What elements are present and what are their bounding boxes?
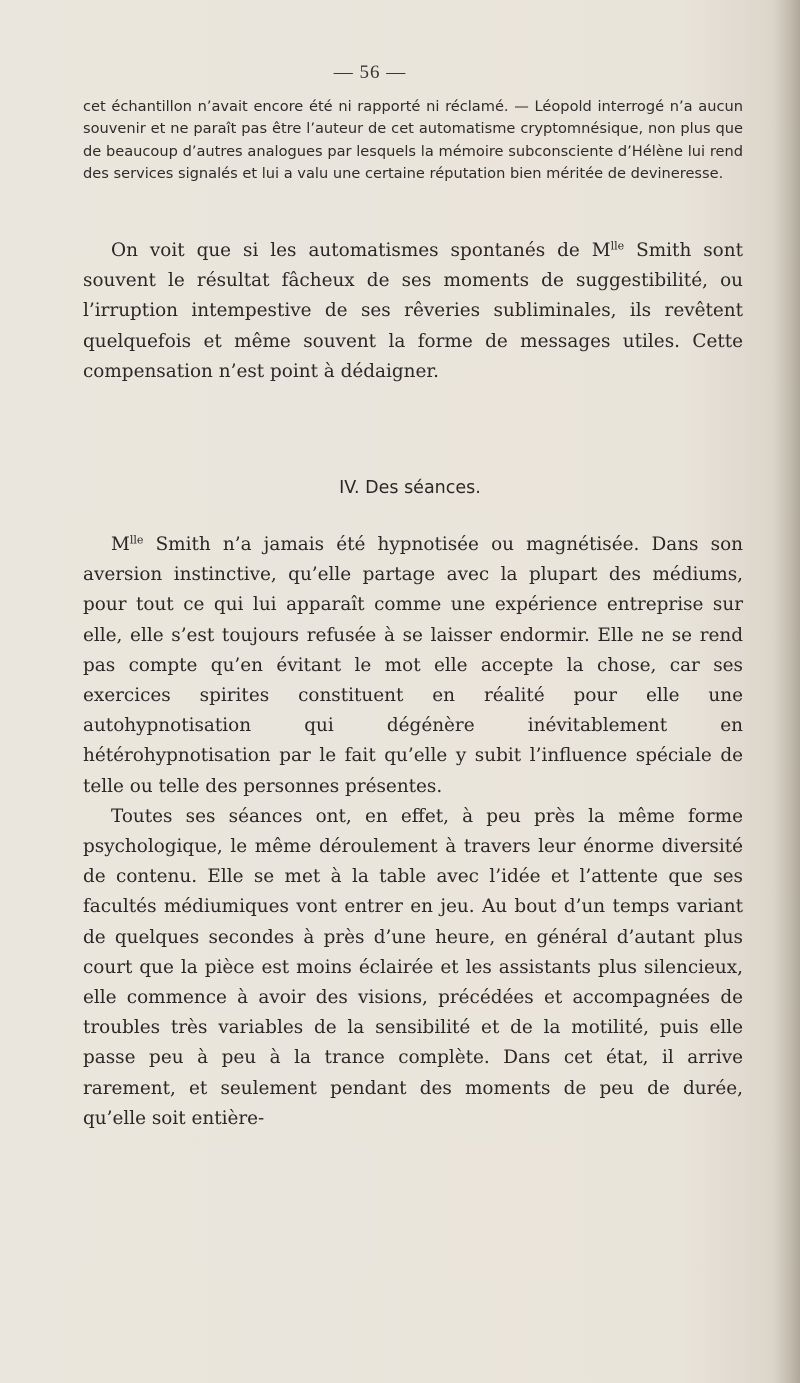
title-abbreviation: lle: [610, 239, 625, 253]
footnote-continuation: cet échantillon n’avait encore été ni rapporté ni réclamé. — Léopold interrogé n’a aucun souvenir et ne paraît pas être l’auteur de cet automatisme cryptomnésique, non plus que de beaucoup d’autres analogues par lesquels la mémoire subconsciente d’Hélène lui rend des services signalés et lui a valu une certaine réputation bien méritée de devineresse.: [83, 98, 743, 183]
page-number: — 56 —: [333, 62, 407, 83]
page-edge-shadow: [774, 0, 800, 1383]
paragraph-hypnosis: [83, 530, 743, 802]
paragraph-hypnosis-rest: Smith n’a jamais été hypnotisée ou magnétisée. Dans son aversion instinctive, qu’elle partage avec la plupart des médiums, pour tout ce qui lui apparaît comme une expérience entreprise sur elle, elle s’est toujours refusée à se laisser endormir. Elle ne se rend pas compte qu’en évitant le mot elle accepte la chose, car ses exercices spirites constituent en réalité pour elle une autohypnotisation qui dégénère inévitablement en hétérohypnotisation par le fait qu’elle y subit l’influence spéciale de telle ou telle des personnes présentes.: [83, 534, 743, 797]
title-abbreviation: lle: [129, 533, 144, 547]
paragraph-hypnosis-start: M: [111, 534, 130, 555]
paragraph-seances: Toutes ses séances ont, en effet, à peu près la même forme psychologique, le même déroulement à travers leur énorme diversité de contenu. Elle se met à la table avec l’idée et l’attente que ses facultés médiumiques vont entrer en jeu. Au bout d’un temps variant de quelques secondes à près d’une heure, en général d’autant plus court que la pièce est moins éclairée et les assistants plus silencieux, elle commence à avoir des visions, précédées et accompagnées de troubles très variables de la sensibilité et de la motilité, puis elle passe peu à peu à la trance complète. Dans cet état, il arrive rarement, et seulement pendant des moments de peu de durée, qu’elle soit entière-: [83, 805, 743, 1129]
paragraph-automatisms: [83, 236, 743, 387]
paragraph-automatisms-start: On voit que si les automatismes spontanés de M: [111, 240, 611, 261]
section-heading: IV. Des séances.: [339, 478, 481, 498]
section-body: [83, 530, 743, 1134]
paragraph-automatisms-rest: Smith sont souvent le résultat fâcheux de ses moments de suggestibilité, ou l’irruption intempestive de ses rêveries subliminales, ils revêtent quelquefois et même souvent la forme de messages utiles. Cette compensation n’est point à dédaigner.: [83, 240, 743, 382]
paragraph-automatisms-text: [83, 236, 743, 387]
